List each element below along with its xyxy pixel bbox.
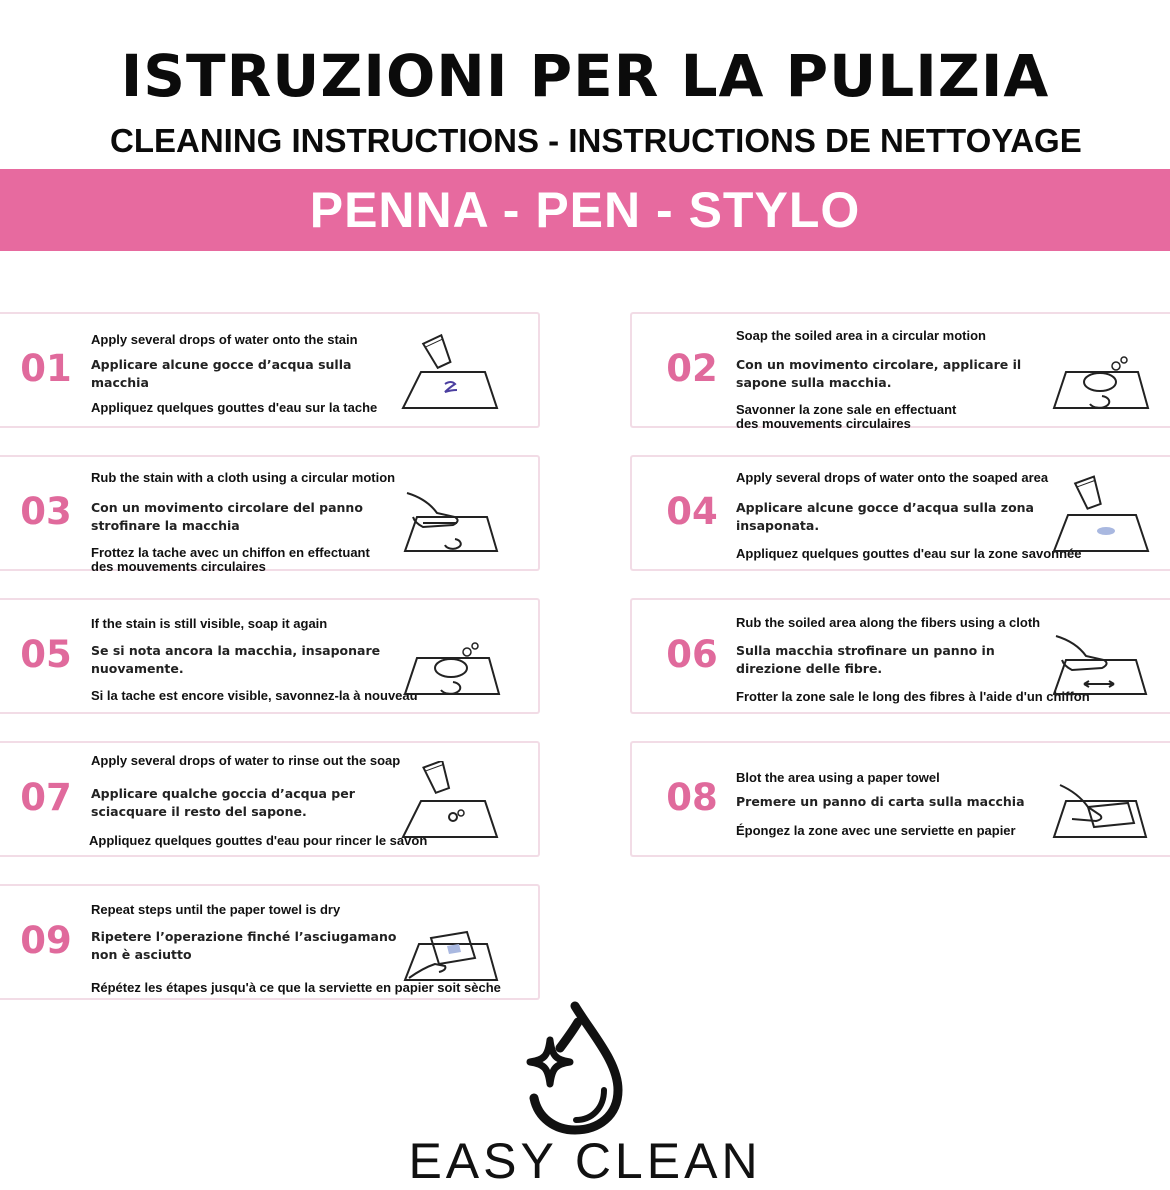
soap-circular-icon [1050, 332, 1154, 412]
step-text-fr-2: des mouvements circulaires [736, 416, 911, 431]
step-text-fr: Si la tache est encore visible, savonnez-la à nouveau [91, 688, 418, 703]
step-text-it-2: sapone sulla macchia. [736, 375, 892, 390]
step-text-it: Se si nota ancora la macchia, insaponare [91, 643, 381, 658]
step-text-en: Apply several drops of water onto the stain [91, 332, 358, 347]
step-text-fr: Répétez les étapes jusqu'à ce que la serviette en papier soit sèche [91, 980, 501, 995]
step-text-it-2: sciacquare il resto del sapone. [91, 804, 307, 819]
step-number: 08 [666, 776, 718, 819]
step-card-03 [0, 455, 540, 574]
step-text-it: Applicare alcune gocce d’acqua sulla zona [736, 500, 1034, 515]
step-text-fr: Appliquez quelques gouttes d'eau sur la zone savonnée [736, 546, 1082, 561]
step-number: 01 [20, 347, 72, 390]
step-text-fr-2: des mouvements circulaires [91, 559, 266, 574]
page-title: ISTRUZIONI PER LA PULIZIA [120, 42, 1050, 110]
step-number: 04 [666, 490, 718, 533]
section-band: PENNA - PEN - STYLO [0, 169, 1170, 251]
step-text-it: Ripetere l’operazione finché l’asciugamano [91, 929, 397, 944]
step-card-04 [630, 455, 1170, 571]
step-card-02 [630, 312, 1170, 431]
step-card-06 [630, 598, 1170, 714]
step-text-it-2: strofinare la macchia [91, 518, 240, 533]
step-text-it: Con un movimento circolare del panno [91, 500, 363, 515]
step-number: 03 [20, 490, 72, 533]
step-text-it-2: insaponata. [736, 518, 820, 533]
step-number: 07 [20, 776, 72, 819]
step-text-en: If the stain is still visible, soap it again [91, 616, 328, 631]
step-text-en: Apply several drops of water onto the soaped area [736, 470, 1049, 485]
step-text-it: Applicare qualche goccia d’acqua per [91, 786, 355, 801]
step-number: 05 [20, 633, 72, 676]
brand-name: EASY CLEAN [408, 1133, 762, 1189]
step-text-fr: Appliquez quelques gouttes d'eau sur la tache [91, 400, 378, 415]
step-text-en: Rub the stain with a cloth using a circular motion [91, 470, 396, 485]
step-text-it-2: non è asciutto [91, 947, 192, 962]
step-number: 02 [666, 347, 718, 390]
step-text-en: Soap the soiled area in a circular motion [736, 328, 986, 343]
step-card-09 [0, 884, 540, 1000]
water-glass-soaped-icon [1050, 475, 1154, 555]
step-text-en: Repeat steps until the paper towel is dry [91, 902, 341, 917]
step-text-fr: Frotter la zone sale le long des fibres à l'aide d'un chiffon [736, 689, 1090, 704]
step-text-it: Con un movimento circolare, applicare il [736, 357, 1022, 372]
step-text-en: Apply several drops of water to rinse out the soap [91, 753, 401, 768]
step-card-07 [0, 741, 540, 857]
step-text-fr: Frottez la tache avec un chiffon en effectuant [91, 545, 370, 560]
step-text-en: Rub the soiled area along the fibers using a cloth [736, 615, 1041, 630]
step-text-it-2: macchia [91, 375, 149, 390]
step-card-08 [630, 741, 1170, 857]
hand-cloth-fibers-icon [1050, 618, 1154, 698]
page-subtitle: CLEANING INSTRUCTIONS - INSTRUCTIONS DE NETTOYAGE [110, 122, 1082, 159]
step-number: 06 [666, 633, 718, 676]
step-text-it: Applicare alcune gocce d’acqua sulla [91, 357, 352, 372]
step-text-fr: Appliquez quelques gouttes d'eau pour rincer le savon [89, 833, 428, 848]
water-glass-stain-icon [401, 332, 505, 412]
easy-clean-drop-logo [520, 1000, 630, 1135]
soap-again-icon [401, 618, 505, 698]
step-card-05 [0, 598, 540, 714]
step-text-fr: Épongez la zone avec une serviette en papier [736, 823, 1016, 838]
step-text-it-2: nuovamente. [91, 661, 184, 676]
step-text-fr: Savonner la zone sale en effectuant [736, 402, 957, 417]
paper-towel-blot-icon [1050, 761, 1154, 841]
water-rinse-icon [401, 761, 505, 841]
paper-towel-repeat-icon [401, 904, 505, 984]
hand-cloth-rub-icon [401, 475, 505, 555]
step-card-01 [0, 312, 540, 428]
step-text-it: Sulla macchia strofinare un panno in [736, 643, 995, 658]
step-text-en: Blot the area using a paper towel [736, 770, 940, 785]
step-text-it-2: direzione delle fibre. [736, 661, 883, 676]
step-number: 09 [20, 919, 72, 962]
step-text-it: Premere un panno di carta sulla macchia [736, 794, 1025, 809]
